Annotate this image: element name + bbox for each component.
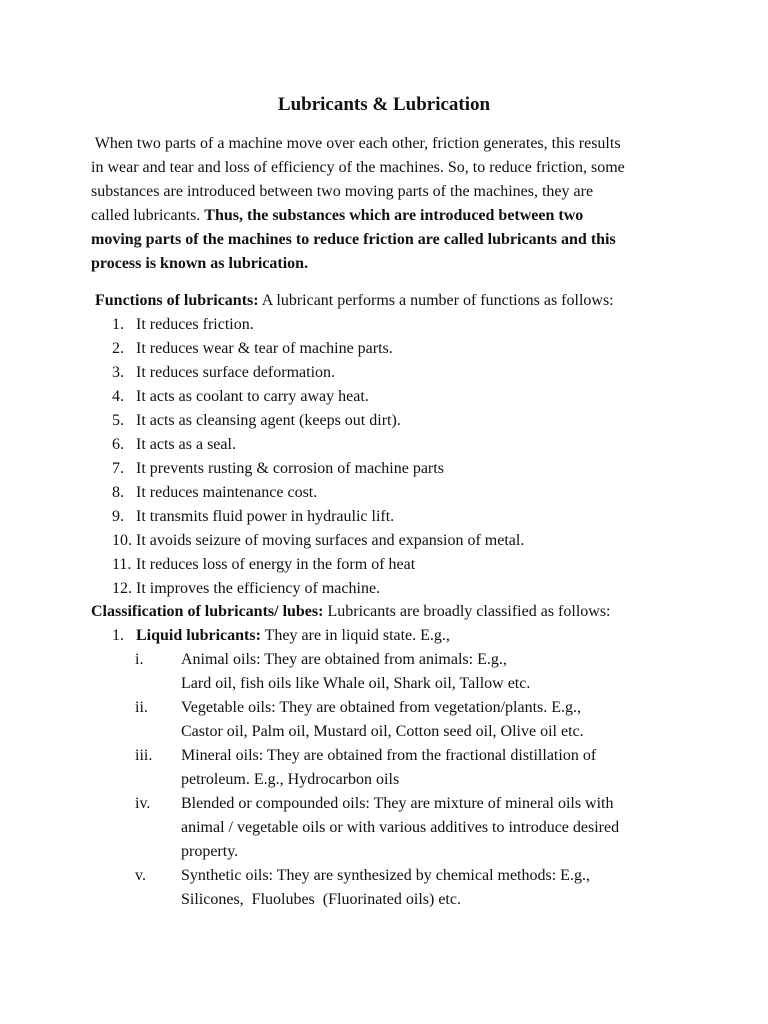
- intro-plain-text: called lubricants.: [91, 207, 205, 224]
- liquid-lubricants-item: [112, 624, 450, 648]
- list-item-text: It reduces wear & tear of machine parts.: [136, 340, 393, 357]
- list-item-text: It acts as cleansing agent (keeps out dirt).: [136, 412, 401, 429]
- list-number: 11.: [112, 556, 132, 573]
- liquid-lubricants-label: Liquid lubricants:: [136, 627, 261, 644]
- list-number: 8.: [112, 484, 124, 501]
- list-item-line: Mineral oils: They are obtained from the fractional distillation of: [181, 747, 597, 764]
- list-item-line: Synthetic oils: They are synthesized by chemical methods: E.g.,: [181, 867, 590, 884]
- list-number: 3.: [112, 364, 124, 381]
- intro-line: in wear and tear and loss of efficiency of the machines. So, to reduce friction, some: [91, 159, 625, 176]
- list-item-line: property.: [181, 843, 239, 860]
- list-item-text: It transmits fluid power in hydraulic lift.: [136, 508, 395, 525]
- list-item-line: petroleum. E.g., Hydrocarbon oils: [181, 771, 400, 788]
- list-item: [0, 648, 671, 696]
- functions-heading: [95, 289, 614, 313]
- roman-numeral: iii.: [135, 747, 153, 764]
- list-item-line: Castor oil, Palm oil, Mustard oil, Cotton seed oil, Olive oil etc.: [181, 723, 584, 740]
- list-number: 2.: [112, 340, 124, 357]
- list-number: 7.: [112, 460, 124, 477]
- list-item-text: It reduces surface deformation.: [136, 364, 336, 381]
- list-item-line: Lard oil, fish oils like Whale oil, Shark oil, Tallow etc.: [181, 675, 531, 692]
- list-item-body: [181, 648, 671, 696]
- liquid-lubricants-desc: They are in liquid state. E.g.,: [260, 627, 450, 644]
- intro-line: substances are introduced between two moving parts of the machines, they are: [91, 183, 594, 200]
- intro-bold-text: Thus, the substances which are introduced between two: [204, 207, 584, 224]
- list-number: 4.: [112, 388, 124, 405]
- list-item-body: [181, 792, 671, 864]
- list-item-line: Animal oils: They are obtained from animals: E.g.,: [181, 651, 507, 668]
- list-item-body: [181, 696, 671, 744]
- list-item-text: It avoids seizure of moving surfaces and expansion of metal.: [136, 532, 525, 549]
- intro-line: [91, 204, 691, 228]
- list-number: 9.: [112, 508, 124, 525]
- roman-numeral: ii.: [135, 699, 148, 716]
- classification-heading-label: Classification of lubricants/ lubes:: [91, 603, 324, 620]
- list-item-line: Vegetable oils: They are obtained from vegetation/plants. E.g.,: [181, 699, 582, 716]
- list-number: 10.: [112, 532, 132, 549]
- functions-heading-intro: A lubricant performs a number of functions as follows:: [258, 292, 614, 309]
- list-item-text: It reduces friction.: [136, 316, 254, 333]
- classification-heading: [91, 600, 611, 624]
- list-item-text: It improves the efficiency of machine.: [136, 580, 381, 597]
- list-item: [0, 864, 671, 912]
- list-number: 1.: [112, 627, 124, 644]
- intro-bold-text: moving parts of the machines to reduce friction are called lubricants and this: [91, 231, 616, 248]
- list-item: [0, 744, 671, 792]
- list-number: 6.: [112, 436, 124, 453]
- list-number: 12.: [112, 580, 132, 597]
- list-item-line: Blended or compounded oils: They are mixture of mineral oils with: [181, 795, 614, 812]
- intro-paragraph: [91, 132, 691, 276]
- functions-heading-label: Functions of lubricants:: [95, 292, 259, 309]
- intro-line: [91, 252, 691, 276]
- list-item-text: It acts as a seal.: [136, 436, 236, 453]
- roman-numeral: i.: [135, 651, 144, 668]
- list-item-line: animal / vegetable oils or with various additives to introduce desired: [181, 819, 620, 836]
- roman-numeral: iv.: [135, 795, 151, 812]
- list-item-line: Silicones, Fluolubes (Fluorinated oils) etc.: [181, 891, 461, 908]
- roman-numeral: v.: [135, 867, 146, 884]
- list-item-text: It reduces maintenance cost.: [136, 484, 318, 501]
- list-item: [0, 792, 671, 864]
- list-item-text: It prevents rusting & corrosion of machine parts: [136, 460, 444, 477]
- page-title: Lubricants & Lubrication: [277, 94, 491, 115]
- liquid-subtypes-list: [0, 648, 671, 912]
- list-item: [0, 696, 671, 744]
- list-number: 1.: [112, 316, 124, 333]
- list-item-text: It acts as coolant to carry away heat.: [136, 388, 369, 405]
- intro-line: When two parts of a machine move over each other, friction generates, this results: [91, 135, 621, 152]
- list-number: 5.: [112, 412, 124, 429]
- list-item-body: [181, 864, 671, 912]
- intro-bold-text: process is known as lubrication.: [91, 255, 309, 272]
- intro-line: [91, 228, 691, 252]
- list-item-text: It reduces loss of energy in the form of heat: [136, 556, 416, 573]
- classification-heading-intro: Lubricants are broadly classified as follows:: [323, 603, 611, 620]
- liquid-lubricants-text: [136, 624, 450, 648]
- list-item-body: [181, 744, 671, 792]
